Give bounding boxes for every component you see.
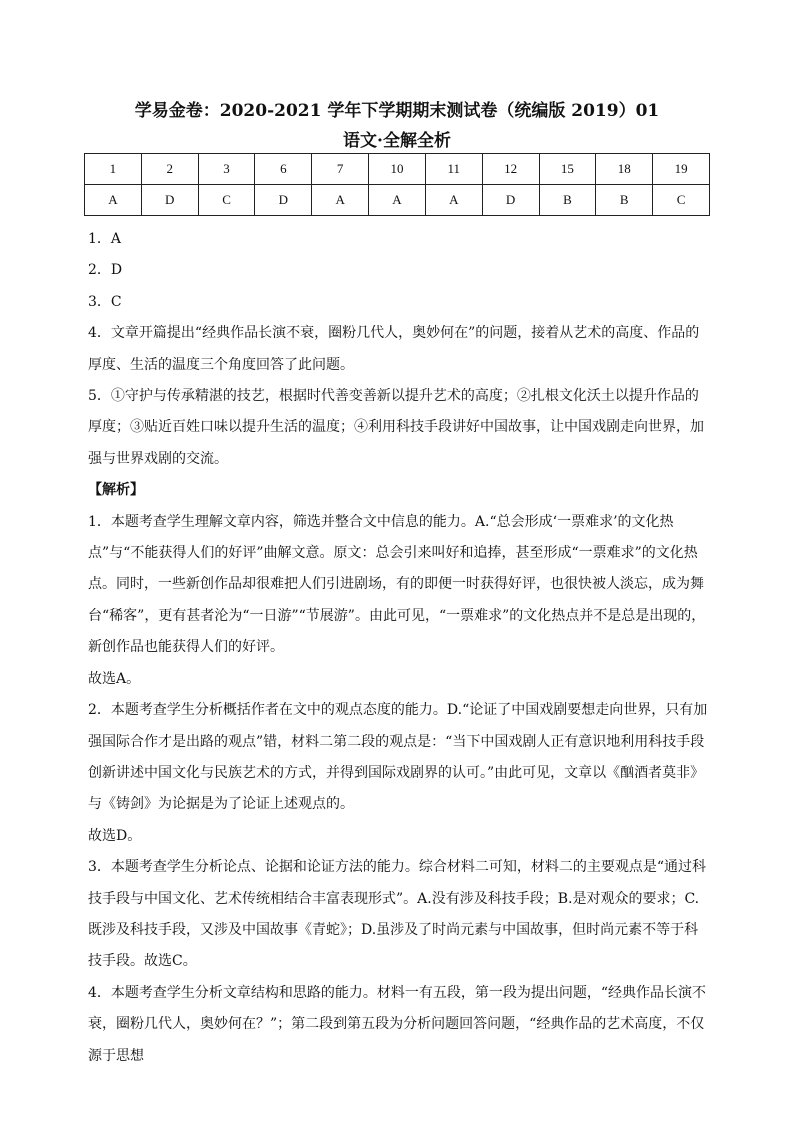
question-number-cell: 11 — [425, 154, 482, 185]
answer-3: 3．C — [88, 293, 122, 310]
question-number-cell: 18 — [596, 154, 653, 185]
question-number-cell: 12 — [482, 154, 539, 185]
answer-cell: D — [141, 185, 198, 216]
answer-body — [88, 224, 708, 1072]
question-number-cell: 2 — [141, 154, 198, 185]
analysis-heading: 【解析】 — [88, 482, 144, 499]
question-number-cell: 19 — [653, 154, 710, 185]
document-title: 学易金卷：2020-2021 学年下学期期末测试卷（统编版 2019）01 — [134, 101, 660, 121]
answer-2: 2．D — [88, 262, 123, 279]
explanation-1-conclusion: 故选A。 — [88, 670, 141, 687]
answer-cell: A — [369, 185, 426, 216]
answer-cell: C — [653, 185, 710, 216]
explanation-4: 4．本题考查学生分析文章结构和思路的能力。材料一有五段，第一段为提出问题，“经典作品长演不衰，圈粉几代人，奥妙何在？”；第二段到第五段为分析问题回答问题，“经典作品的艺术高度，不仅源于思想 — [88, 984, 707, 1064]
question-number-cell: 1 — [85, 154, 142, 185]
answer-table — [84, 153, 710, 216]
answer-cell: D — [255, 185, 312, 216]
answer-cell: C — [198, 185, 255, 216]
answer-1: 1．A — [88, 231, 122, 247]
answer-4: 4．文章开篇提出“经典作品长演不衰，圈粉几代人，奥妙何在”的问题，接着从艺术的高度、作品的厚度、生活的温度三个角度回答了此问题。 — [88, 325, 700, 373]
answer-cell: B — [596, 185, 653, 216]
question-number-cell: 3 — [198, 154, 255, 185]
question-number-cell: 7 — [312, 154, 369, 185]
question-number-row — [85, 154, 710, 185]
question-number-cell: 15 — [539, 154, 596, 185]
explanation-3: 3．本题考查学生分析论点、论据和论证方法的能力。综合材料二可知，材料二的主要观点是“通过科技手段与中国文化、艺术传统相结合丰富表现形式”。A.没有涉及科技手段；B.是对观众的要求；C.既涉及科技手段，又涉及中国故事《青蛇》；D.虽涉及了时尚元素与中国故事，但时尚元素不等于科技手段。故选C。 — [88, 859, 707, 970]
explanation-2-conclusion: 故选D。 — [88, 827, 142, 844]
answer-cell: A — [425, 185, 482, 216]
explanation-2: 2．本题考查学生分析概括作者在文中的观点态度的能力。D.“论证了中国戏剧要想走向世界，只有加强国际合作才是出路的观点”错，材料二第二段的观点是：“当下中国戏剧人正有意识地利用科技手段创新讲述中国文化与民族艺术的方式，并得到国际戏剧界的认可。”由此可见，文章以《酗酒者莫非》与《铸剑》为论据是为了论证上述观点的。 — [88, 702, 708, 813]
document-subtitle: 语文·全解全析 — [343, 131, 451, 151]
answer-cell: A — [312, 185, 369, 216]
answer-row — [85, 185, 710, 216]
answer-5: 5．①守护与传承精湛的技艺，根据时代善变善新以提升艺术的高度；②扎根文化沃土以提升作品的厚度；③贴近百姓口味以提升生活的温度；④利用科技手段讲好中国故事，让中国戏剧走向世界，加强与世界戏剧的交流。 — [88, 388, 704, 467]
answer-cell: A — [85, 185, 142, 216]
answer-cell: D — [482, 185, 539, 216]
explanation-1: 1．本题考查学生理解文章内容，筛选并整合文中信息的能力。A.“总会形成‘一票难求’的文化热点”与“不能获得人们的好评”曲解文意。原文：总会引来叫好和追捧，甚至形成“一票难求”的文化热点。同时，一些新创作品却很难把人们引进剧场，有的即便一时获得好评，也很快被人淡忘，成为舞台“稀客”，更有甚者沦为“一日游”“节展游”。由此可见，“一票难求”的文化热点并不是总是出现的，新创作品也能获得人们的好评。 — [88, 513, 706, 656]
question-number-cell: 10 — [369, 154, 426, 185]
question-number-cell: 6 — [255, 154, 312, 185]
answer-cell: B — [539, 185, 596, 216]
